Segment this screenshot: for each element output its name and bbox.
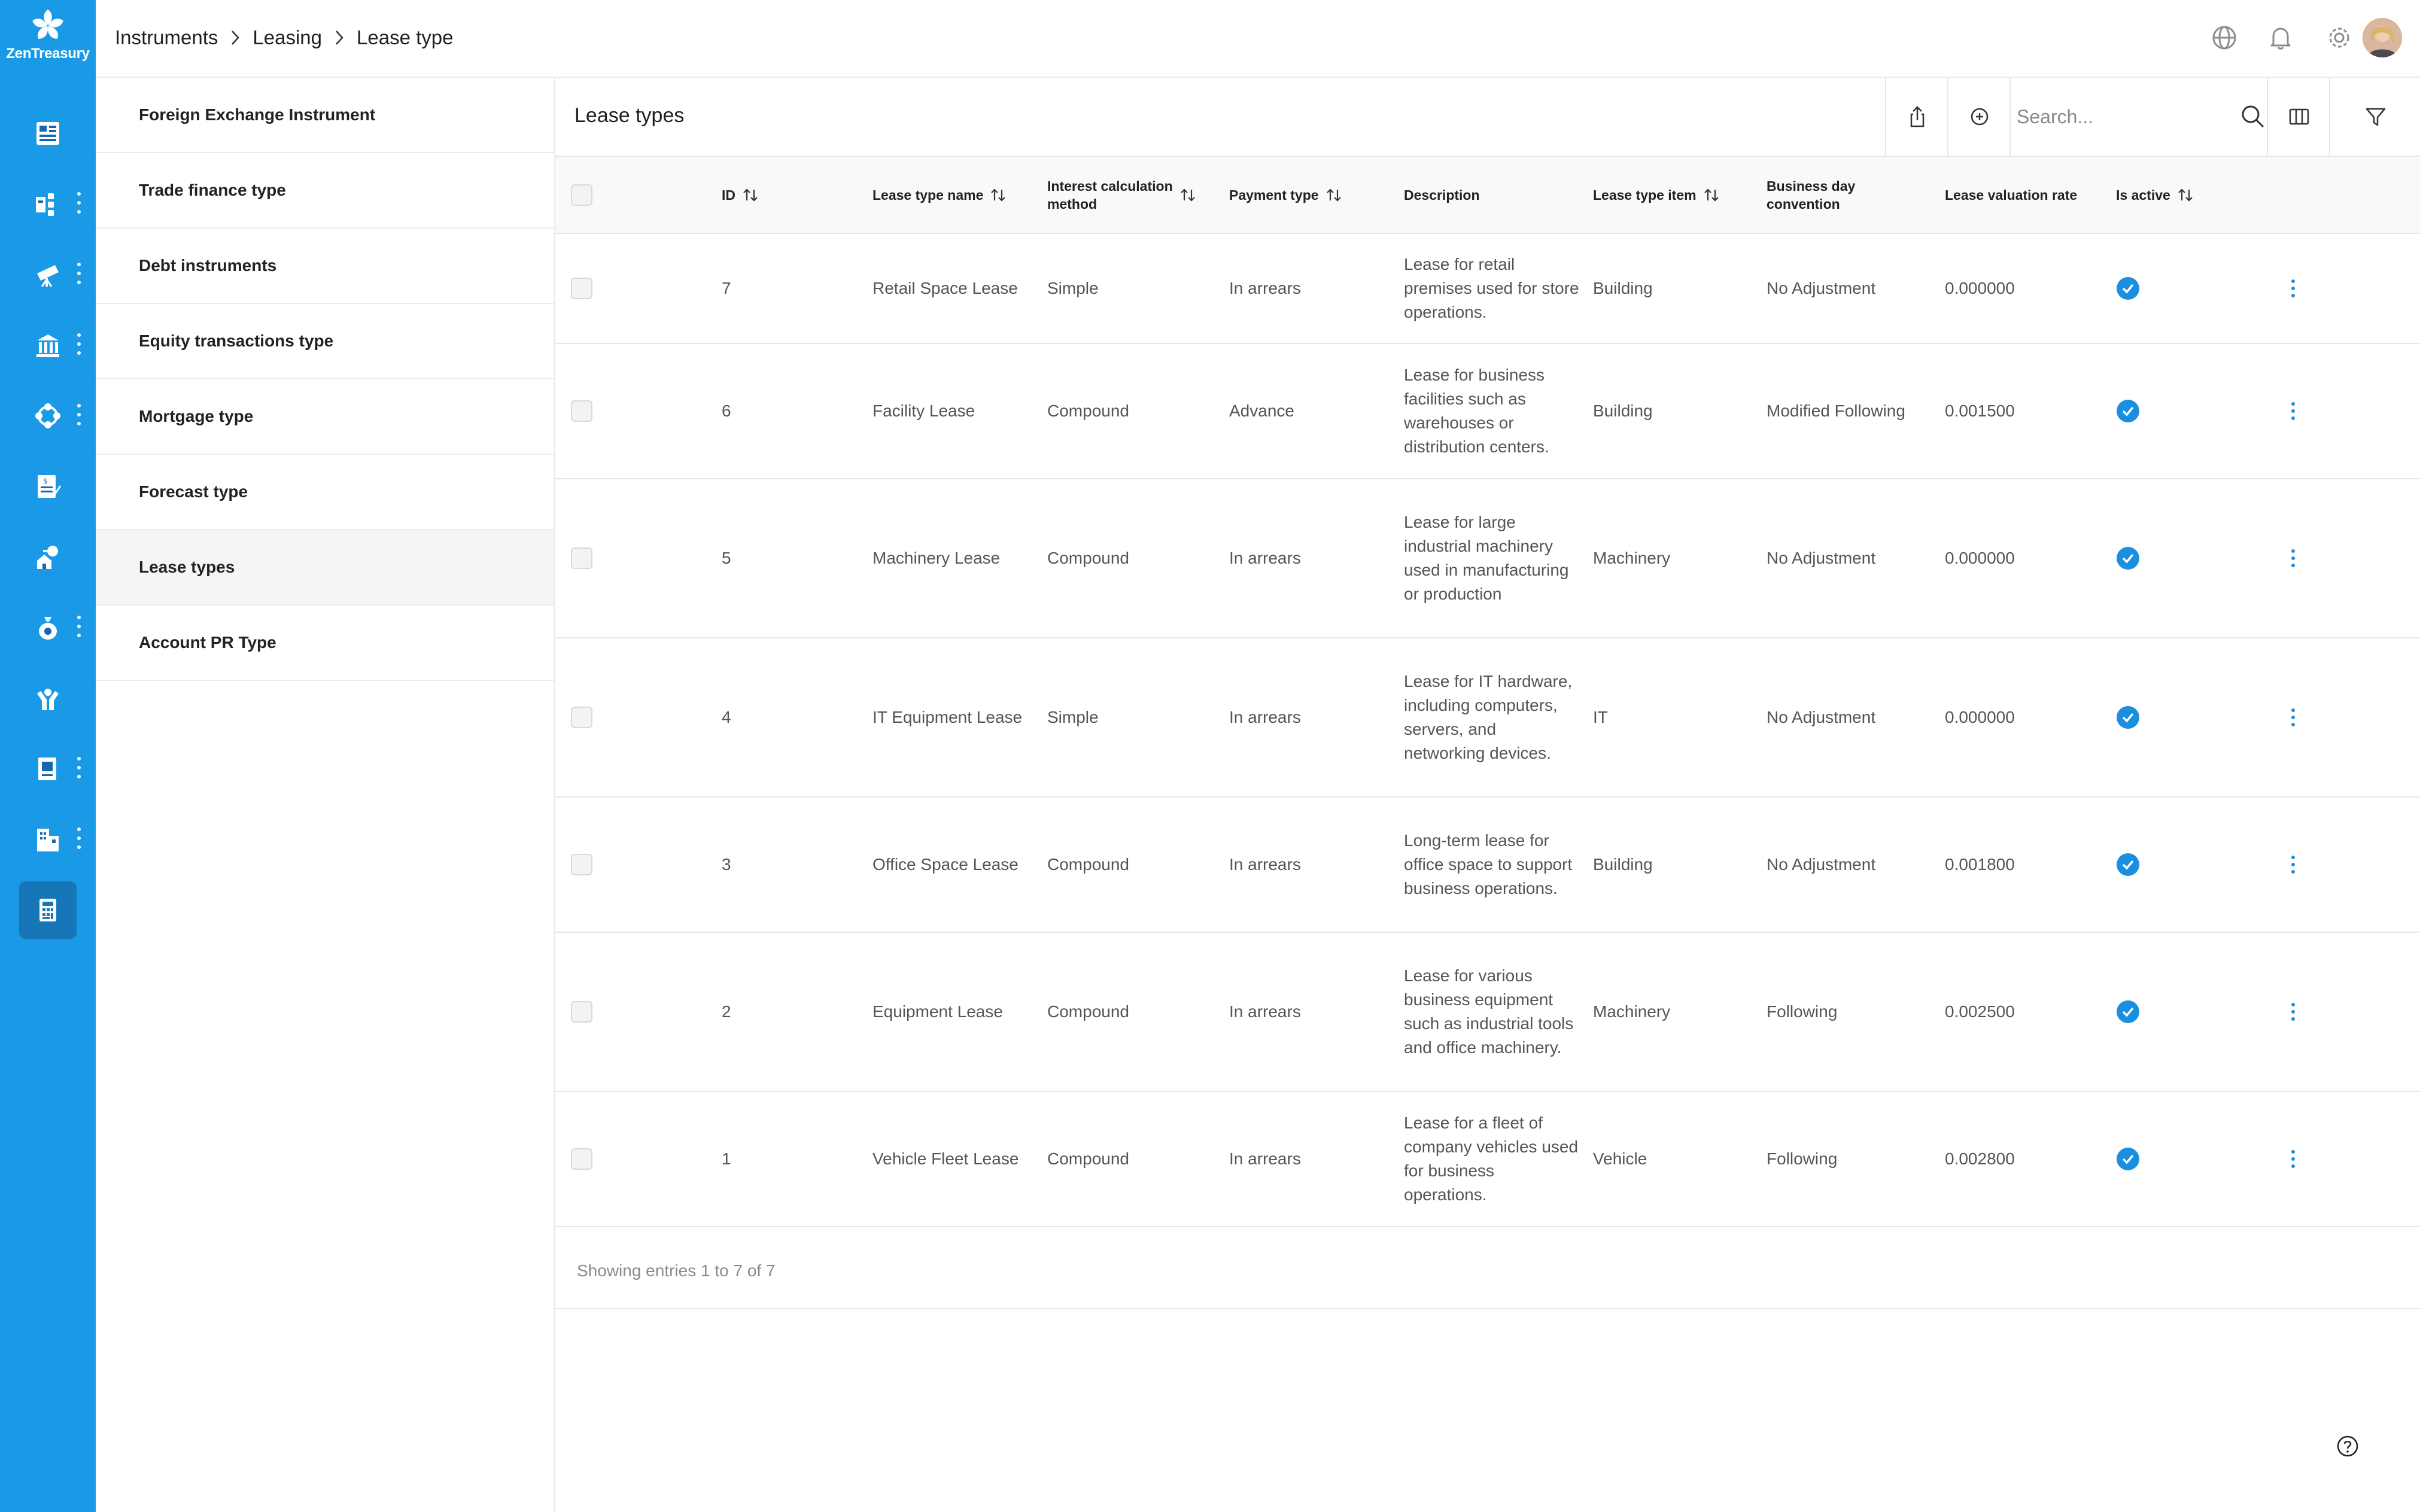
cell-description: Lease for business facilities such as warehouses or distribution centers.	[1404, 343, 1593, 479]
row-actions-icon[interactable]	[2291, 399, 2296, 423]
cell-rate: 0.002800	[1945, 1091, 2116, 1227]
rail-item-banking[interactable]	[19, 317, 77, 374]
cell-description: Lease for IT hardware, including computers, servers, and networking devices.	[1404, 638, 1593, 797]
logo-flower-icon	[29, 7, 66, 44]
row-checkbox[interactable]	[571, 1001, 592, 1023]
cell-bdc: Following	[1767, 932, 1945, 1091]
cell-item: Building	[1593, 233, 1767, 343]
subnav-item-trade-finance[interactable]: Trade finance type	[96, 153, 554, 229]
lease-settings-nav	[96, 78, 555, 1512]
row-checkbox[interactable]	[571, 547, 592, 569]
table-row[interactable]	[555, 343, 2420, 479]
cell-name: Vehicle Fleet Lease	[872, 1091, 1047, 1227]
cell-rate: 0.001500	[1945, 343, 2116, 479]
cell-rate: 0.000000	[1945, 233, 2116, 343]
cell-item: Vehicle	[1593, 1091, 1767, 1227]
brand-logo[interactable]	[0, 7, 96, 73]
dashboard-icon	[35, 120, 61, 147]
search-input[interactable]	[2015, 99, 2227, 134]
rail-item-entities[interactable]	[19, 811, 77, 868]
cell-id: 7	[722, 233, 872, 343]
row-actions-icon[interactable]	[2291, 1147, 2296, 1171]
sort-icon[interactable]	[1702, 186, 1720, 204]
cell-name: Retail Space Lease	[872, 233, 1047, 343]
active-check-icon	[2116, 1000, 2140, 1024]
lease-types-panel	[555, 78, 2420, 1309]
cell-id: 5	[722, 479, 872, 638]
cell-name: Facility Lease	[872, 343, 1047, 479]
avatar-photo-icon	[2363, 18, 2402, 57]
cell-method: Compound	[1047, 797, 1229, 932]
svg-text:$: $	[43, 477, 48, 485]
subnav-item-mortgage[interactable]: Mortgage type	[96, 379, 554, 455]
cell-item: Building	[1593, 343, 1767, 479]
cell-name: Machinery Lease	[872, 479, 1047, 638]
col-header-id[interactable]: ID	[722, 157, 872, 233]
col-header-payment-type[interactable]: Payment type	[1229, 157, 1404, 233]
subnav-item-debt-instruments[interactable]: Debt instruments	[96, 229, 554, 304]
subnav-item-account-pr[interactable]: Account PR Type	[96, 606, 554, 681]
export-button[interactable]	[1885, 78, 1948, 156]
rail-item-reports[interactable]	[19, 740, 77, 798]
col-header-is-active[interactable]: Is active	[2116, 157, 2290, 233]
cell-bdc: Modified Following	[1767, 343, 1945, 479]
rail-item-guarantees[interactable]	[19, 670, 77, 727]
buildings-icon	[35, 826, 61, 853]
calculator-icon	[35, 897, 61, 923]
cell-name: Office Space Lease	[872, 797, 1047, 932]
cell-method: Simple	[1047, 233, 1229, 343]
cell-item: Machinery	[1593, 479, 1767, 638]
search-icon[interactable]	[2239, 103, 2266, 129]
cell-description: Long-term lease for office space to support business operations.	[1404, 797, 1593, 932]
pagination-summary: Showing entries 1 to 7 of 7	[577, 1261, 776, 1280]
rail-item-invoices[interactable]	[19, 458, 77, 515]
table-row[interactable]	[555, 932, 2420, 1091]
search-box	[2009, 78, 2268, 156]
bell-icon[interactable]	[2267, 24, 2294, 51]
col-header-business-day: Business day convention	[1767, 157, 1945, 233]
add-button[interactable]	[1947, 78, 2011, 156]
breadcrumb	[115, 26, 453, 49]
cell-description: Lease for large industrial machinery used in manufacturing or production	[1404, 479, 1593, 638]
table-row[interactable]	[555, 233, 2420, 343]
sort-icon[interactable]	[741, 186, 759, 204]
active-check-icon	[2116, 1147, 2140, 1171]
invoice-icon	[35, 473, 61, 500]
row-actions-icon[interactable]	[2291, 705, 2296, 729]
export-icon	[1905, 105, 1929, 129]
gear-icon[interactable]	[2325, 24, 2353, 51]
row-actions-icon[interactable]	[2291, 546, 2296, 570]
app-rail	[0, 0, 96, 1512]
cell-name: Equipment Lease	[872, 932, 1047, 1091]
rail-item-funds[interactable]	[19, 599, 77, 656]
cell-method: Compound	[1047, 343, 1229, 479]
active-check-icon	[2116, 399, 2140, 423]
rail-item-calculator[interactable]	[19, 881, 77, 939]
cell-method: Compound	[1047, 479, 1229, 638]
network-icon	[35, 403, 61, 429]
cell-payment: In arrears	[1229, 479, 1404, 638]
cell-method: Simple	[1047, 638, 1229, 797]
help-icon[interactable]	[2336, 1435, 2359, 1458]
select-all-checkbox[interactable]	[571, 184, 592, 206]
cell-rate: 0.000000	[1945, 638, 2116, 797]
col-header-interest-method[interactable]: Interest calculation method	[1047, 157, 1229, 233]
row-checkbox[interactable]	[571, 1148, 592, 1170]
filter-button[interactable]	[2329, 78, 2420, 156]
cell-payment: In arrears	[1229, 1091, 1404, 1227]
instruments-icon	[35, 191, 61, 217]
rail-menu-dots-icon[interactable]	[77, 828, 81, 851]
house-key-icon	[35, 544, 61, 570]
table-row[interactable]	[555, 1091, 2420, 1227]
rail-item-instruments[interactable]	[19, 175, 77, 233]
cell-id: 4	[722, 638, 872, 797]
report-icon	[35, 756, 61, 782]
page-title: Lease types	[574, 104, 685, 127]
table-header-row	[555, 157, 2420, 233]
sort-icon[interactable]	[2176, 186, 2194, 204]
cell-payment: In arrears	[1229, 638, 1404, 797]
breadcrumb-lease-type: Lease type	[357, 26, 454, 48]
row-actions-icon[interactable]	[2291, 276, 2296, 300]
cell-bdc: No Adjustment	[1767, 233, 1945, 343]
cell-payment: In arrears	[1229, 233, 1404, 343]
rail-menu-dots-icon[interactable]	[77, 616, 81, 640]
money-bag-icon	[35, 614, 61, 641]
rail-menu-dots-icon[interactable]	[77, 404, 81, 428]
cell-bdc: No Adjustment	[1767, 479, 1945, 638]
cell-payment: In arrears	[1229, 932, 1404, 1091]
cell-name: IT Equipment Lease	[872, 638, 1047, 797]
breadcrumb-leasing[interactable]: Leasing	[253, 26, 323, 48]
cell-id: 2	[722, 932, 872, 1091]
col-header-valuation-rate: Lease valuation rate	[1945, 157, 2116, 233]
row-actions-icon[interactable]	[2291, 1000, 2296, 1024]
rail-item-leasing[interactable]	[19, 528, 77, 586]
chevron-right-icon	[333, 29, 346, 47]
row-checkbox[interactable]	[571, 854, 592, 875]
active-check-icon	[2116, 546, 2140, 570]
row-actions-icon[interactable]	[2291, 853, 2296, 877]
cell-item: IT	[1593, 638, 1767, 797]
rail-menu-dots-icon[interactable]	[77, 192, 81, 216]
lease-types-table	[555, 157, 2420, 1227]
cell-payment: Advance	[1229, 343, 1404, 479]
filter-icon	[2364, 105, 2388, 129]
cell-method: Compound	[1047, 1091, 1229, 1227]
table-row[interactable]	[555, 797, 2420, 932]
cell-method: Compound	[1047, 932, 1229, 1091]
col-header-item[interactable]: Lease type item	[1593, 157, 1767, 233]
subnav-item-equity-transactions[interactable]: Equity transactions type	[96, 304, 554, 379]
sort-icon[interactable]	[1325, 186, 1343, 204]
cell-item: Building	[1593, 797, 1767, 932]
add-icon	[1968, 105, 1992, 129]
col-header-description: Description	[1404, 157, 1593, 233]
cell-id: 3	[722, 797, 872, 932]
columns-icon	[2287, 105, 2311, 129]
chevron-right-icon	[229, 29, 242, 47]
rail-item-forecast[interactable]	[19, 246, 77, 303]
subnav-item-forecast[interactable]: Forecast type	[96, 455, 554, 530]
globe-icon[interactable]	[2211, 24, 2238, 51]
row-checkbox[interactable]	[571, 707, 592, 728]
cell-description: Lease for various business equipment such as industrial tools and office machinery.	[1404, 932, 1593, 1091]
cell-payment: In arrears	[1229, 797, 1404, 932]
sort-icon[interactable]	[1179, 186, 1197, 204]
active-check-icon	[2116, 276, 2140, 300]
cell-description: Lease for retail premises used for store operations.	[1404, 233, 1593, 343]
sort-icon[interactable]	[989, 186, 1007, 204]
cell-rate: 0.001800	[1945, 797, 2116, 932]
row-checkbox[interactable]	[571, 400, 592, 422]
cell-id: 1	[722, 1091, 872, 1227]
col-header-name[interactable]: Lease type name	[872, 157, 1047, 233]
cell-bdc: No Adjustment	[1767, 638, 1945, 797]
table-row[interactable]	[555, 638, 2420, 797]
rail-menu-dots-icon[interactable]	[77, 263, 81, 287]
cell-description: Lease for a fleet of company vehicles used for business operations.	[1404, 1091, 1593, 1227]
brand-name: ZenTreasury	[6, 45, 90, 62]
cell-rate: 0.000000	[1945, 479, 2116, 638]
table-row[interactable]	[555, 479, 2420, 638]
rail-item-dashboard[interactable]	[19, 105, 77, 162]
cell-bdc: No Adjustment	[1767, 797, 1945, 932]
breadcrumb-instruments[interactable]: Instruments	[115, 26, 218, 48]
bank-icon	[35, 332, 61, 358]
panel-header	[555, 78, 2420, 157]
subnav-item-lease-types[interactable]: Lease types	[96, 530, 554, 606]
columns-button[interactable]	[2267, 78, 2330, 156]
cell-bdc: Following	[1767, 1091, 1945, 1227]
rail-item-network[interactable]	[19, 387, 77, 445]
subnav-item-foreign-exchange[interactable]: Foreign Exchange Instrument	[96, 78, 554, 153]
row-checkbox[interactable]	[571, 278, 592, 299]
telescope-icon	[35, 261, 61, 288]
cell-rate: 0.002500	[1945, 932, 2116, 1091]
hands-icon	[35, 685, 61, 711]
cell-item: Machinery	[1593, 932, 1767, 1091]
rail-menu-dots-icon[interactable]	[77, 333, 81, 357]
active-check-icon	[2116, 705, 2140, 729]
top-bar	[96, 0, 2420, 78]
active-check-icon	[2116, 853, 2140, 877]
rail-menu-dots-icon[interactable]	[77, 757, 81, 781]
avatar[interactable]	[2363, 18, 2402, 57]
cell-id: 6	[722, 343, 872, 479]
